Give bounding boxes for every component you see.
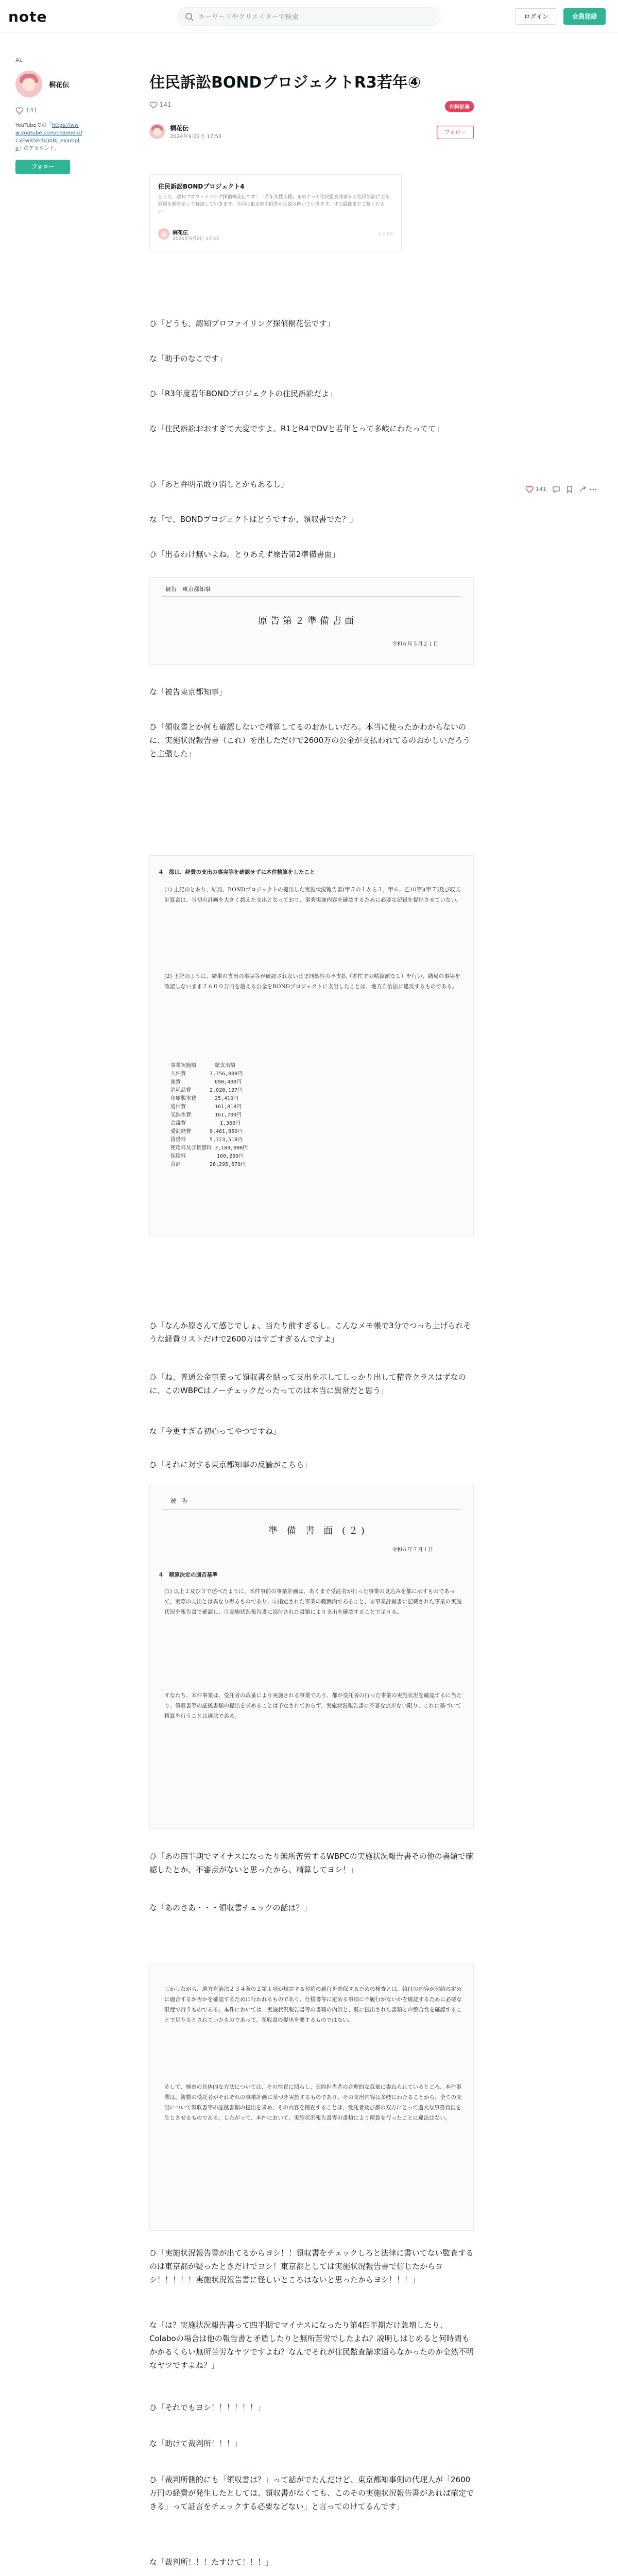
paid-badge: 有料記事 bbox=[445, 101, 474, 112]
doc-title: 原告第２準備書面 bbox=[258, 616, 357, 626]
heart-icon[interactable] bbox=[15, 107, 24, 114]
doc-paragraph: そして、検査の具体的な方法については、その性質に照らし、契約担当者の合理的な裁量に委ねられているところ、本件事業は、複数の受託者がそれぞれの事業計画に基づき実施するものであり、その支出内容は多岐にわたることから、全ての支出について領収書等の証拠書類の提出を求め、その内容を精査することは、受託者及び都の双方にとって過大な事務負担を生じさせるものである。したがって、本件において、実施状況報告書等の書類により精算を行ったことに違法はない。 bbox=[164, 2084, 462, 2121]
article-like-count: 141 bbox=[159, 101, 171, 108]
dialogue-line: な「助手のなこです」 bbox=[149, 354, 227, 363]
top-navigation-bar bbox=[0, 0, 618, 33]
floating-like-count: 141 bbox=[536, 486, 546, 493]
profile-link[interactable]: https://www.youtube.com/channel/UCxFwB5PcbQ0BJ_example bbox=[15, 122, 82, 151]
doc-paragraph: すなわち、本件事業は、受託者の裁量により実施される事業であり、都が受託者の行った事業の実施状況を確認するに当たり、領収書等の証拠書類の提出を求めることは予定されておらず、実施状況報告書に不審な点がない限り、これに基づいて精算を行うことは適法である。 bbox=[164, 1692, 462, 1719]
dialogue-line: な「あのさあ・・・領収書チェックの話は？」 bbox=[149, 1903, 312, 1912]
creator-avatar[interactable] bbox=[15, 71, 42, 97]
dialogue-line: ひ「ね、普通公金事業って領収書を貼って支出を示してしっかり出して精査クラスはずなのに、このWBPCはノーチェックだったってのは本当に異常だと思う」 bbox=[149, 1372, 466, 1395]
dialogue-line: ひ「それでもヨシ！！！！！！」 bbox=[149, 2403, 266, 2412]
court-document-image bbox=[149, 855, 474, 1236]
publish-date: 2024年9月2日 17:53 bbox=[170, 134, 222, 140]
doc-heading: ４ 精算決定の適否基準 bbox=[158, 1572, 218, 1578]
more-icon[interactable] bbox=[589, 485, 597, 494]
dialogue-line: ひ「領収書とか何も確認しないで精算してるのおかしいだろ。本当に使ったかわからないのに、実施状況報告書（これ）を出しただけで2600万の公金が支払われてるのおかしいだろうと主張した」 bbox=[149, 722, 471, 758]
dialogue-line: な「は？実施状況報告書って四半期でマイナスになったり第4四半期だけ急増したり、Colaboの場合は他の報告書と矛盾したりと無所苦労でしたよね？説明しはじめると何時間もかかるくらい無所苦労なヤツですよね？なんでそれが住民監査請求通らなかったのか全然不明なヤツですよね？」 bbox=[149, 2320, 474, 2370]
doc-party: 被告 東京都知事 bbox=[165, 586, 211, 592]
doc-paragraph: (1) 以上２及び３で述べたように、本件事前の事業計画は、あくまで受託者が行った事業の見込みを都に示すものであって、実際の支出とは異なり得るものであり、①指定された事業の範囲内であること、②事業計画書に記載された事業の実施状況を報告書で確認し、③実施状況報告書に添付された書類により支出を確認することで足りる。 bbox=[164, 1588, 462, 1615]
dialogue-line: ひ「R3年度若年BONDプロジェクトの住民訴訟だよ」 bbox=[149, 389, 337, 398]
court-document-image bbox=[149, 1484, 474, 1829]
bookmark-icon[interactable] bbox=[565, 485, 574, 494]
dialogue-line: な「で、BONDプロジェクトはどうですか、領収書でた？」 bbox=[149, 515, 358, 524]
expense-row: 消耗品費 2,028,127円 bbox=[170, 1088, 243, 1093]
search-icon bbox=[185, 12, 194, 22]
profile-text-end: 」のアカウント。 bbox=[19, 145, 60, 151]
doc-date: 令和６年７月１日 bbox=[392, 1547, 433, 1553]
embed-date: 2024年9月2日 17:53 bbox=[173, 236, 219, 242]
creator-sidebar bbox=[15, 57, 82, 174]
dialogue-line: な「今更すぎる初心ってやつですね」 bbox=[149, 1427, 281, 1436]
dialogue-line: ひ「あと弁明示敗り消しとかもあるし」 bbox=[149, 480, 289, 489]
creator-brand: AL bbox=[15, 57, 23, 63]
embed-author-avatar bbox=[158, 228, 169, 240]
expense-row: 委託経費 9,461,850円 bbox=[170, 1129, 243, 1134]
embed-summary: どうも、認知プロファイリング探偵桐花伝です！「若年女性支援」をめぐって住民監査請求から住民訴訟に至る経緯を順を追って解説していきます。今回は東京都の回答から読み解いていきます。ぜひ最後までご覧ください。 bbox=[158, 195, 390, 214]
doc-party: 被 告 bbox=[170, 1498, 187, 1504]
dialogue-line: ひ「実施状況報告書が出てるからヨシ！！領収書をチェックしろと法律に書いてない監査するのは東京都が疑ったときだけでヨシ！東京都としては実施状況報告書で信じたからヨシ！！！！！実施状況報告書に怪しいところはないと思ったからヨシ！！！」 bbox=[149, 2248, 474, 2284]
doc-date: 令和６年５月２１日 bbox=[392, 641, 438, 647]
share-icon[interactable] bbox=[579, 485, 587, 494]
expense-row: 保険料 100,200円 bbox=[170, 1154, 244, 1159]
sidebar-follow-button[interactable]: フォロー bbox=[15, 160, 70, 174]
dialogue-line: ひ「裁判所側的にも「領収書は？」って話がでたんだけど、東京都知事側の代理人が「2600万円の経費が発生したとしては、領収書がなくても、このその実施状況報告書があれば確定できる」って証言をチェックする必要などない」と言ってのけてるんです」 bbox=[149, 2475, 474, 2511]
doc-paragraph: (1) 上記のとおり、結局、BONDプロジェクトの提出した実施状況報告書(甲５の１から３、甲６、乙10等)(甲７)及び収支計算書は、当初の計画を大きく超えた支出となっており、事業実施内容を確認するために必要な記録を提出させていない。 bbox=[164, 887, 462, 903]
signup-button[interactable]: 会員登録 bbox=[563, 8, 606, 25]
expense-row: 通信費 161,810円 bbox=[170, 1104, 242, 1110]
embed-author-name: 桐花伝 bbox=[173, 230, 188, 236]
heart-icon[interactable] bbox=[525, 485, 534, 494]
court-document-image bbox=[149, 577, 474, 665]
author-avatar[interactable] bbox=[149, 124, 165, 139]
embed-title: 住民訴訟BONDプロジェクト4 bbox=[158, 183, 245, 190]
note-logo[interactable]: note bbox=[8, 8, 47, 25]
expense-row: 旅費 690,400円 bbox=[170, 1079, 242, 1085]
expense-row: 事業実施額 総支出額 bbox=[170, 1063, 236, 1069]
author-name[interactable]: 桐花伝 bbox=[170, 125, 189, 132]
expense-total-row: 合計 26,295,679円 bbox=[170, 1162, 246, 1167]
creator-profile-text bbox=[15, 122, 82, 152]
sidebar-like-count bbox=[15, 107, 82, 114]
article-title: 住民訴訟BONDプロジェクトR3若年④ bbox=[149, 74, 421, 92]
embed-note-mark: note bbox=[378, 231, 394, 237]
floating-action-bar bbox=[525, 483, 597, 497]
expense-row: 使用料及び賃借料 3,184,000円 bbox=[170, 1145, 248, 1151]
court-document-image bbox=[149, 1963, 474, 2231]
creator-name[interactable]: 桐花伝 bbox=[49, 81, 70, 89]
dialogue-line: ひ「なんか原さんて感じでしょ、当たり前すぎるし。こんなメモ帳で3分でつっち上げられそうな経費リストだけで2600万はすごすぎるんですよ」 bbox=[149, 1321, 471, 1344]
dialogue-line: な「助けて裁判所！！！」 bbox=[149, 2439, 243, 2448]
profile-text-start: YouTubeでの「 bbox=[15, 122, 52, 128]
dialogue-line: な「被告東京都知事」 bbox=[149, 687, 227, 697]
comment-icon[interactable] bbox=[552, 485, 560, 494]
expense-row: 賃借料 5,723,510円 bbox=[170, 1137, 243, 1143]
login-button[interactable]: ログイン bbox=[515, 8, 557, 25]
doc-rule bbox=[162, 596, 461, 597]
article-author-row bbox=[149, 121, 474, 143]
expense-row: 会議費 1,360円 bbox=[170, 1121, 241, 1126]
embedded-article-card[interactable] bbox=[149, 174, 402, 251]
search-input[interactable] bbox=[198, 12, 430, 22]
heart-icon[interactable] bbox=[149, 101, 158, 109]
dialogue-line: ひ「あの四半期でマイナスになったり無所苦労するWBPCの実施状況報告書その他の書類で確認したとか、不審点がないと思ったから、精算してヨシ！」 bbox=[149, 1852, 473, 1874]
article-like-row bbox=[149, 101, 474, 111]
doc-heading: ４ 都は、経費の支出の事実等を確認せずに本件精算をしたこと bbox=[158, 869, 315, 875]
doc-title: 準 備 書 面 (２) bbox=[268, 1526, 368, 1536]
expense-row: 人件費 7,756,000円 bbox=[170, 1071, 243, 1077]
sidebar-like-number: 141 bbox=[25, 107, 38, 114]
search-box[interactable] bbox=[177, 7, 441, 26]
expense-row: 印刷製本費 25,410円 bbox=[170, 1096, 239, 1101]
dialogue-line: な「裁判所！！！たすけて！！！」 bbox=[149, 2557, 273, 2567]
dialogue-line: ひ「どうも、認知プロファイリング探偵桐花伝です」 bbox=[149, 319, 335, 328]
dialogue-line: な「住民訴訟おおすぎて大変ですよ。R1とR4でDVと若年とって多岐にわたってて」 bbox=[149, 424, 444, 433]
doc-paragraph: しかしながら、地方自治法２３４条の２第１項が規定する契約の履行を確保するための検査とは、給付の内容が契約の定めに適合するか否かを確認するために行われるものであり、仕様書等に定める事項に不履行がないかを確認するために必要な限度で行うものである。本件においては、実施状況報告書等の書類の内容と、既に提出された書類との整合性を確認することで足りるとされていたものであって、領収書の提出を要するものではない。 bbox=[164, 1986, 462, 2023]
article-header bbox=[149, 72, 474, 251]
doc-rule bbox=[162, 1509, 461, 1510]
dialogue-line: ひ「それに対する東京都知事の反論がこちら」 bbox=[149, 1460, 312, 1469]
expense-row: 光熱水費 161,700円 bbox=[170, 1112, 242, 1118]
dialogue-line: ひ「出るわけ無いよね。とりあえず原告第2準備書面」 bbox=[149, 550, 340, 559]
author-follow-button[interactable]: フォロー bbox=[437, 126, 474, 139]
doc-paragraph: (2) 上記のように、結果の支出の事実等が確認されないまま同然性の不支払（本件での精算額なし）を行い、結局の事実を確認しないまま２６００万円を超える公金をBONDプロジェクトに支出したことは、地方自治法に違反するものである。 bbox=[164, 973, 460, 990]
